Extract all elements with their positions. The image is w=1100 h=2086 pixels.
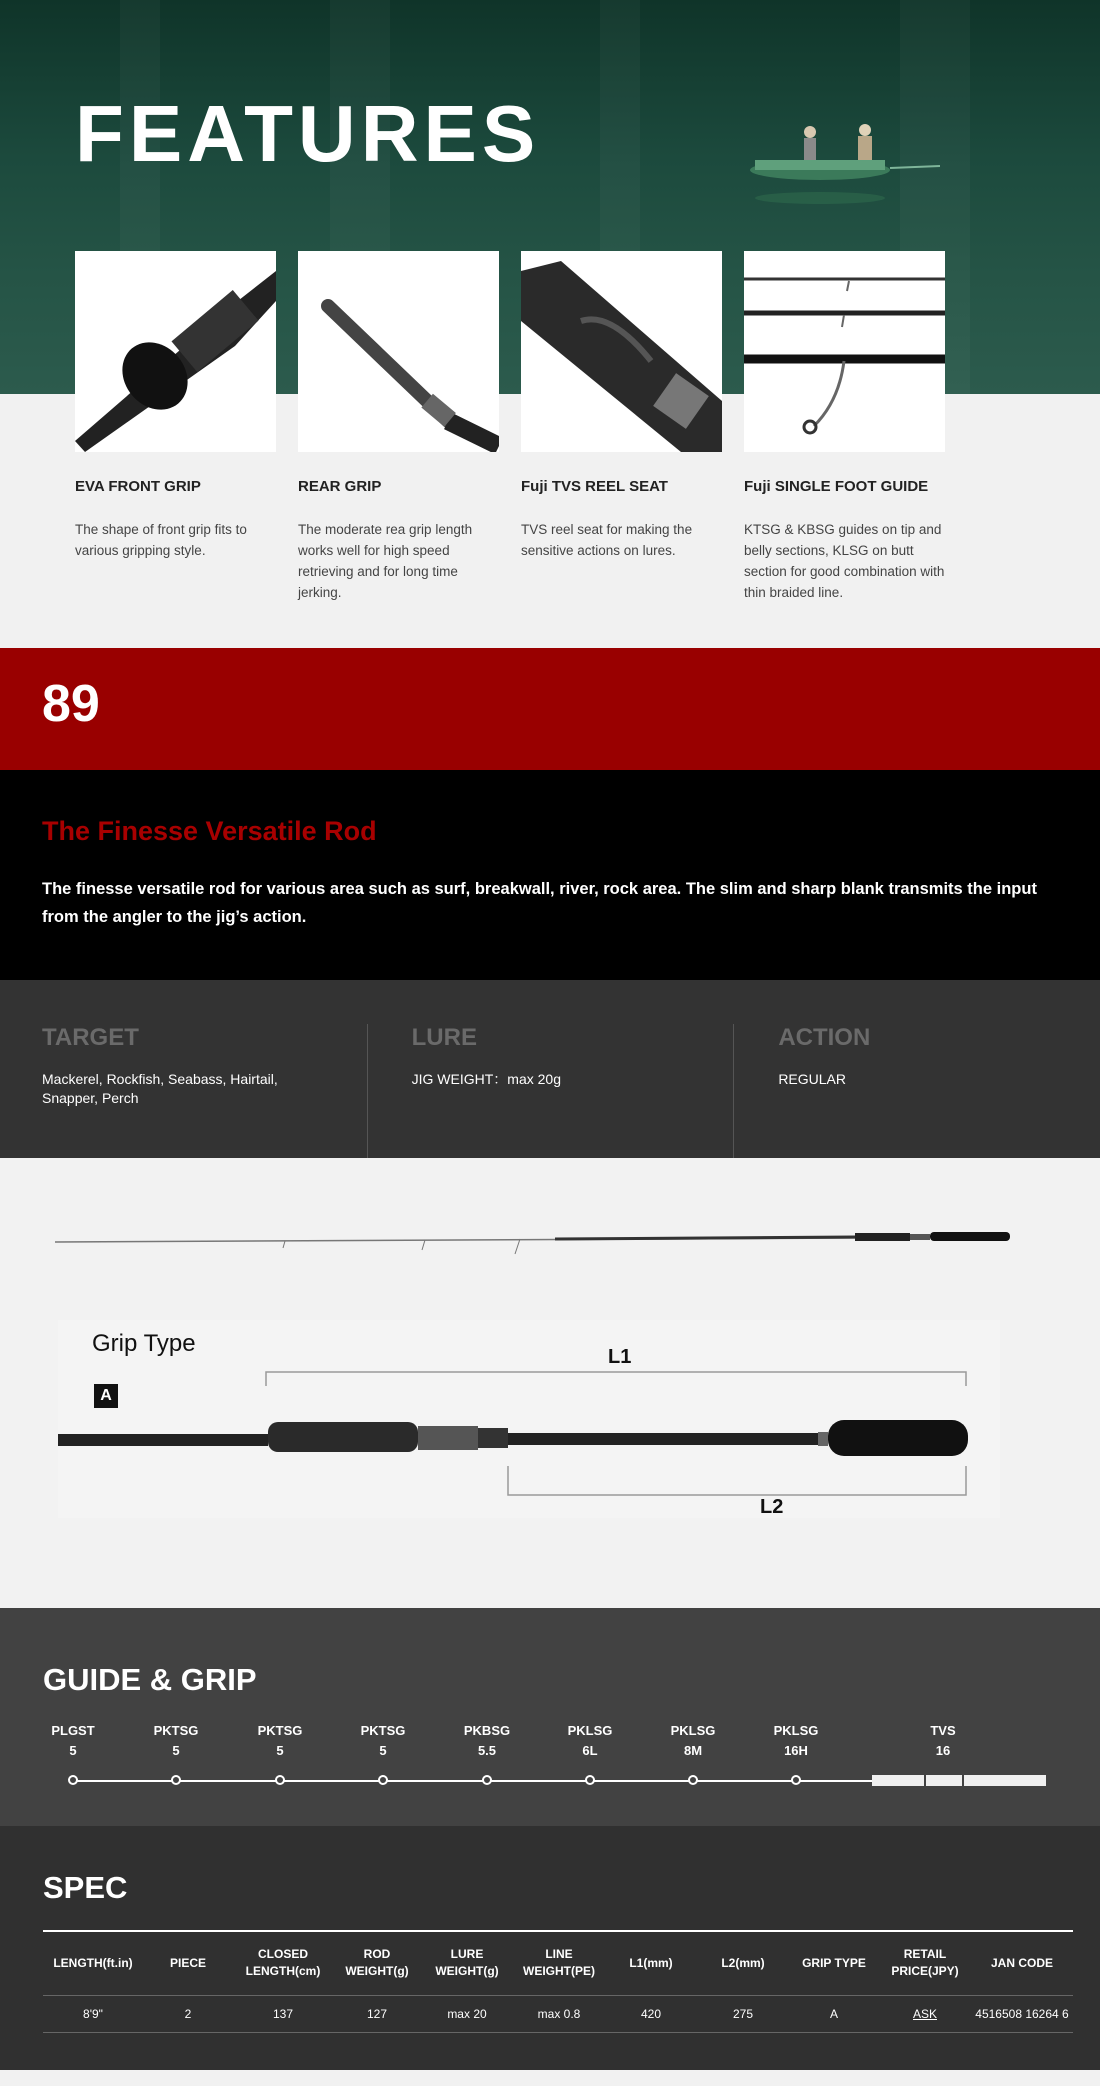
guide-dot bbox=[482, 1775, 492, 1785]
lure-value: JIG WEIGHT：max 20g bbox=[411, 1071, 561, 1087]
l2-label: L2 bbox=[760, 1496, 784, 1518]
guide-name: PKLSG bbox=[567, 1723, 613, 1738]
spec-header-row bbox=[43, 1931, 1073, 1995]
features-title: FEATURES bbox=[75, 89, 541, 178]
rod-image-section bbox=[0, 1158, 1100, 1608]
guide-item bbox=[913, 1721, 973, 1761]
lure-column bbox=[367, 1024, 734, 1158]
boat-illustration bbox=[740, 120, 940, 220]
spec-header: RETAIL PRICE(JPY) bbox=[879, 1931, 971, 1995]
intro-section bbox=[0, 770, 1100, 980]
feature-title: EVA FRONT GRIP bbox=[75, 478, 201, 495]
spec-section bbox=[0, 1826, 1100, 2070]
guide-grip-section bbox=[0, 1608, 1100, 1826]
guide-size: 5 bbox=[276, 1743, 284, 1758]
guide-item bbox=[766, 1721, 826, 1761]
guide-size: 16 bbox=[935, 1743, 951, 1758]
guide-dot bbox=[688, 1775, 698, 1785]
spec-header: L2(mm) bbox=[697, 1931, 789, 1995]
guide-name: PKBSG bbox=[463, 1723, 511, 1738]
guide-item bbox=[353, 1721, 413, 1761]
guide-size: 5 bbox=[172, 1743, 180, 1758]
reel-seat-image bbox=[521, 251, 722, 452]
rear-grip-image bbox=[298, 251, 499, 452]
guide-item bbox=[43, 1721, 103, 1761]
spec-table bbox=[43, 1930, 1073, 2033]
target-value: Mackerel, Rockfish, Seabass, Hairtail, Snapper, Perch bbox=[42, 1071, 278, 1106]
grip-segment bbox=[872, 1775, 924, 1786]
feature-title: REAR GRIP bbox=[298, 478, 382, 495]
intro-title: The Finesse Versatile Rod bbox=[42, 816, 377, 846]
guide-item bbox=[560, 1721, 620, 1761]
feature-desc: The moderate rea grip length works well for high speed retrieving and for long time jerking. bbox=[298, 522, 473, 600]
spec-row bbox=[43, 1995, 1073, 2032]
target-column bbox=[0, 1024, 367, 1158]
spec-cell: 8'9" bbox=[43, 1995, 143, 2032]
guide-name: PKLSG bbox=[773, 1723, 819, 1738]
guide-name: PKTSG bbox=[153, 1723, 199, 1738]
feature-title: Fuji TVS REEL SEAT bbox=[521, 478, 668, 495]
spec-cell: 127 bbox=[333, 1995, 421, 2032]
intro-desc: The finesse versatile rod for various area such as surf, breakwall, river, rock area. The slim and sharp blank transmits the input from the angler to the jig’s action. bbox=[42, 880, 1037, 926]
guide-size: 16H bbox=[784, 1743, 808, 1758]
guide-size: 5.5 bbox=[477, 1743, 497, 1758]
spec-header: JAN CODE bbox=[971, 1931, 1073, 1995]
grip-diagram-drawing bbox=[58, 1320, 1000, 1518]
spec-header: L1(mm) bbox=[605, 1931, 697, 1995]
guide-size: 5 bbox=[69, 1743, 77, 1758]
guide-image bbox=[744, 251, 945, 452]
feature-card bbox=[298, 251, 499, 603]
action-column bbox=[733, 1024, 1100, 1158]
guide-item bbox=[250, 1721, 310, 1761]
spec-header: LURE WEIGHT(g) bbox=[421, 1931, 513, 1995]
model-band bbox=[0, 648, 1100, 770]
target-lure-action bbox=[0, 980, 1100, 1158]
grip-segment bbox=[926, 1775, 962, 1786]
model-number: 89 bbox=[42, 675, 100, 733]
guide-dot bbox=[68, 1775, 78, 1785]
guide-dot bbox=[791, 1775, 801, 1785]
guide-name: PKTSG bbox=[257, 1723, 303, 1738]
spec-header: CLOSED LENGTH(cm) bbox=[233, 1931, 333, 1995]
guide-item bbox=[146, 1721, 206, 1761]
lure-heading: LURE bbox=[411, 1024, 477, 1051]
grip-segment bbox=[964, 1775, 1046, 1786]
feature-desc: The shape of front grip fits to various gripping style. bbox=[75, 522, 247, 558]
grip-type-diagram bbox=[58, 1320, 1000, 1518]
guide-size: 8M bbox=[683, 1743, 703, 1758]
spec-title: SPEC bbox=[43, 1870, 128, 1905]
action-value: REGULAR bbox=[778, 1071, 846, 1087]
spec-cell: 4516508 16264 6 bbox=[971, 1995, 1073, 2032]
guide-name: PKTSG bbox=[360, 1723, 406, 1738]
spec-cell: A bbox=[789, 1995, 879, 2032]
spec-cell: 275 bbox=[697, 1995, 789, 2032]
guide-dot bbox=[171, 1775, 181, 1785]
guide-dot bbox=[275, 1775, 285, 1785]
action-heading: ACTION bbox=[778, 1024, 871, 1051]
full-rod-image bbox=[55, 1218, 1015, 1258]
guide-item bbox=[457, 1721, 517, 1761]
spec-header: LENGTH(ft.in) bbox=[43, 1931, 143, 1995]
guide-name: PKLSG bbox=[670, 1723, 716, 1738]
guide-name: TVS bbox=[930, 1723, 956, 1738]
guide-name: PLGST bbox=[51, 1723, 95, 1738]
retail-price-link[interactable]: ASK bbox=[879, 1995, 971, 2032]
feature-card bbox=[75, 251, 276, 603]
spec-cell: 2 bbox=[143, 1995, 233, 2032]
front-grip-image bbox=[75, 251, 276, 452]
spec-header: LINE WEIGHT(PE) bbox=[513, 1931, 605, 1995]
feature-card bbox=[521, 251, 722, 603]
feature-desc: KTSG & KBSG guides on tip and belly sections, KLSG on butt section for good combination with thin braided line. bbox=[744, 522, 945, 600]
feature-title: Fuji SINGLE FOOT GUIDE bbox=[744, 478, 929, 495]
guide-grip-title: GUIDE & GRIP bbox=[43, 1662, 257, 1697]
spec-cell: max 0.8 bbox=[513, 1995, 605, 2032]
spec-header: GRIP TYPE bbox=[789, 1931, 879, 1995]
guide-dot bbox=[585, 1775, 595, 1785]
guide-size: 6L bbox=[582, 1743, 598, 1758]
spec-header: PIECE bbox=[143, 1931, 233, 1995]
blank-line bbox=[73, 1780, 873, 1782]
feature-desc: TVS reel seat for making the sensitive actions on lures. bbox=[521, 522, 693, 558]
grip-type-title: Grip Type bbox=[92, 1330, 196, 1357]
spec-cell: 137 bbox=[233, 1995, 333, 2032]
feature-card bbox=[744, 251, 945, 603]
features-grid bbox=[75, 251, 1075, 603]
spec-header: ROD WEIGHT(g) bbox=[333, 1931, 421, 1995]
guide-dot bbox=[378, 1775, 388, 1785]
spec-cell: 420 bbox=[605, 1995, 697, 2032]
spec-cell: max 20 bbox=[421, 1995, 513, 2032]
grip-type-badge: A bbox=[94, 1384, 118, 1408]
target-heading: TARGET bbox=[42, 1024, 139, 1051]
guide-item bbox=[663, 1721, 723, 1761]
l1-label: L1 bbox=[608, 1346, 632, 1368]
guide-size: 5 bbox=[379, 1743, 387, 1758]
